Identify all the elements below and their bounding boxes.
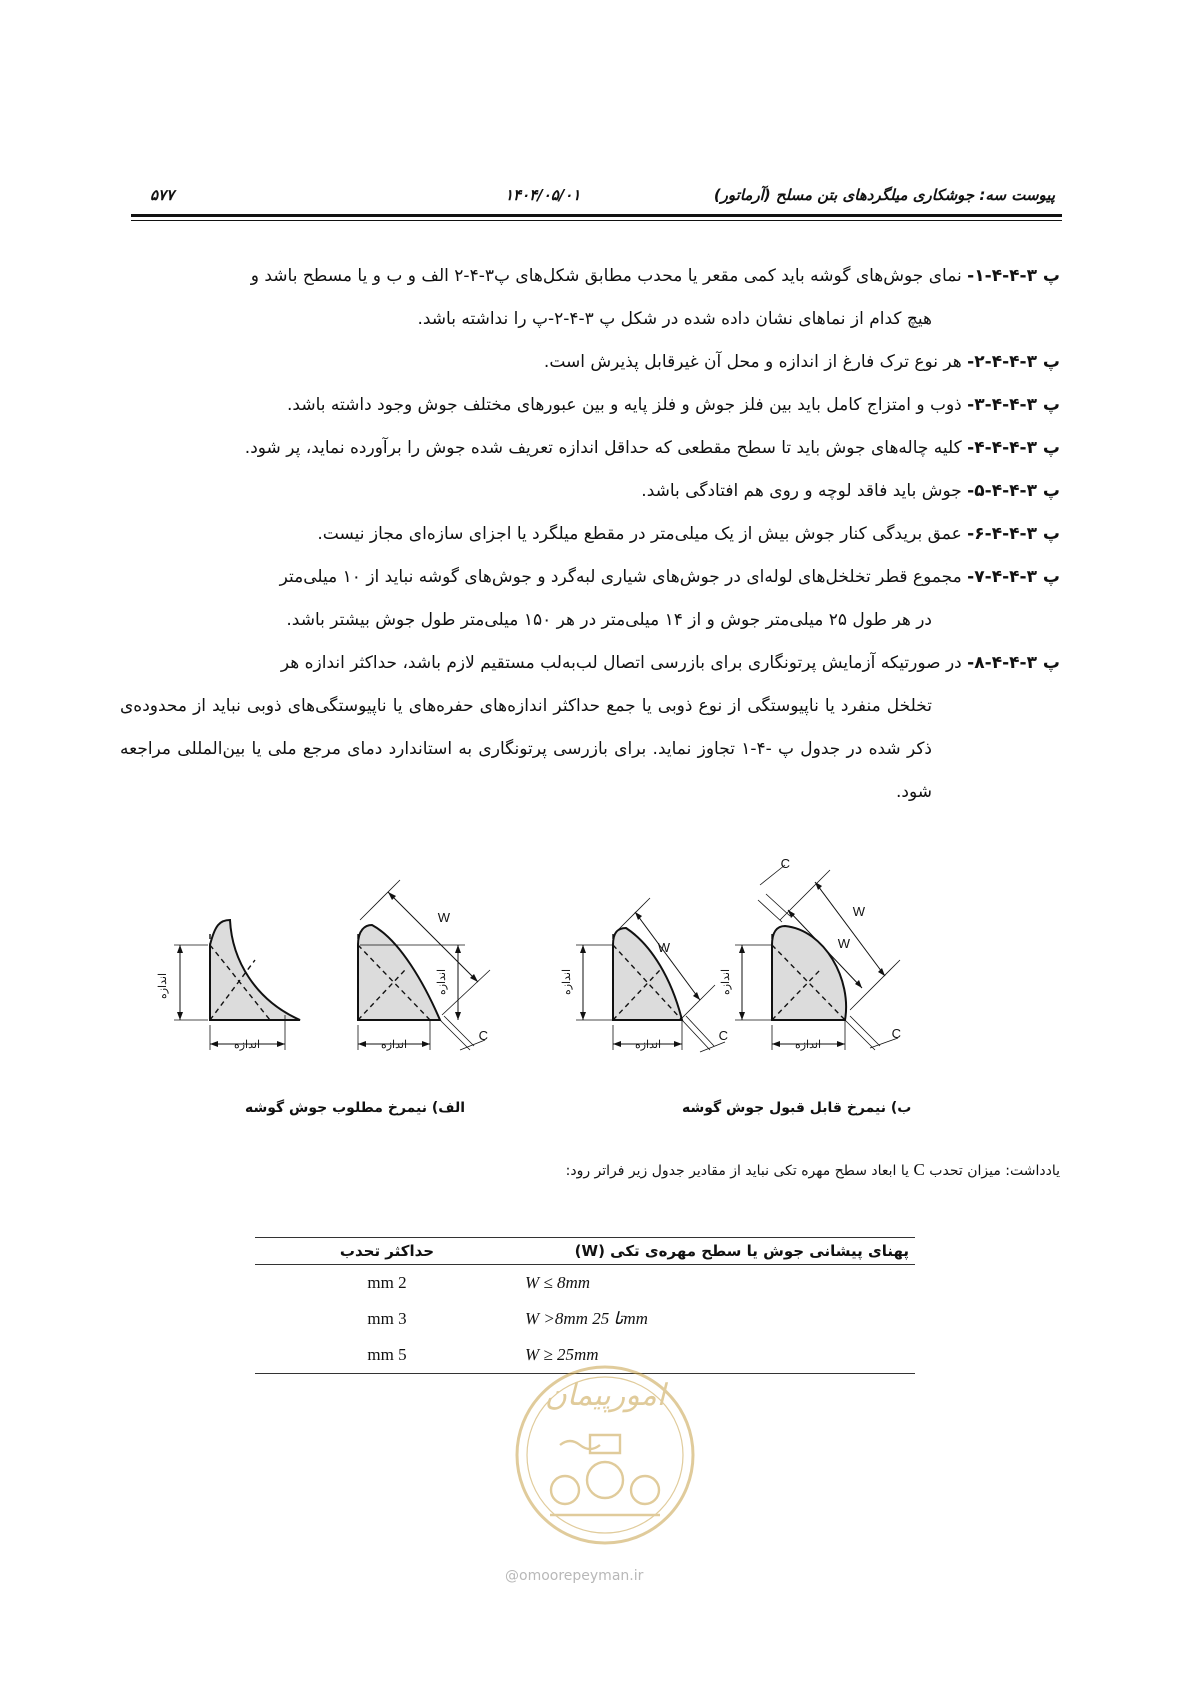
clause-paragraph: [120, 384, 1060, 427]
clause-paragraph: [120, 470, 1060, 513]
size-label: اندازه: [380, 1039, 408, 1051]
table-cell-value: 3 mm: [367, 1309, 407, 1328]
clause-text: عمق بریدگی کنار جوش بیش از یک میلی‌متر در مقطع میلگرد یا اجزای سازه‌ای مجاز نیست.: [317, 524, 968, 544]
size-label: اندازه: [561, 968, 573, 996]
note-symbol: C: [913, 1160, 925, 1179]
clause-number: پ ۳-۴-۴-۶-: [967, 524, 1060, 544]
figure-caption-b: ب) نیمرخ قابل قبول جوش گوشه: [682, 1100, 912, 1116]
clause-paragraph: [120, 341, 1060, 384]
clause-text: مجموع قطر تخلخل‌های لوله‌ای در جوش‌های شیاری لبه‌گرد و جوش‌های گوشه نباید از ۱۰ میلی‌متر: [279, 567, 968, 587]
clause-text: نمای جوش‌های گوشه باید کمی مقعر یا محدب مطابق شکل‌های پ۳-۴-۲ الف و ب و یا مسطح باشد و: [250, 266, 968, 286]
table-cell-condition: W ≤ 8mm: [525, 1273, 591, 1292]
clause-number: پ ۳-۴-۴-۷-: [967, 567, 1060, 587]
w-label: W: [437, 910, 450, 925]
clause-number: پ ۳-۴-۴-۴-: [967, 438, 1060, 458]
header-rule-thin: [131, 220, 1062, 221]
note-prefix: یادداشت: میزان تحدب: [924, 1163, 1060, 1179]
size-label: اندازه: [634, 1039, 662, 1051]
table-header-convexity: حداکثر تحدب: [255, 1238, 519, 1265]
size-label: اندازه: [157, 972, 169, 1000]
weld-profile-b1: [561, 898, 728, 1052]
clause-paragraph: [120, 427, 1060, 470]
c-label: C: [891, 1026, 901, 1041]
table-cell-condition: W ≥ 25mm: [519, 1337, 915, 1374]
watermark-url: @omoorepeyman.ir: [505, 1568, 644, 1584]
size-label: اندازه: [233, 1039, 261, 1051]
c-label: C: [780, 856, 790, 871]
w-label: W: [852, 904, 865, 919]
weld-profile-b2: [720, 856, 901, 1051]
header-rule-thick: [131, 214, 1062, 217]
size-label: اندازه: [794, 1039, 822, 1051]
note-text: [566, 1160, 1060, 1180]
clause-number: پ ۳-۴-۴-۳-: [967, 395, 1060, 415]
table-header-row: [255, 1238, 915, 1265]
clause-number: پ ۳-۴-۴-۲-: [967, 352, 1060, 372]
running-header-date: ۱۴۰۴/۰۵/۰۱: [505, 186, 581, 204]
clause-paragraph: [120, 642, 1060, 814]
table-header-width: پهنای پیشانی جوش یا سطح مهره‌ی تکی (W): [519, 1238, 915, 1265]
c-label: C: [718, 1028, 728, 1043]
clause-paragraph: [120, 556, 1060, 642]
table-cell-value: 2 mm: [367, 1273, 407, 1292]
w-label: W: [657, 940, 670, 955]
table-row: [255, 1301, 915, 1337]
clause-number: پ ۳-۴-۴-۵-: [967, 481, 1060, 501]
table-row: [255, 1265, 915, 1302]
w-label: W: [837, 936, 850, 951]
clause-text: کلیه چاله‌های جوش باید تا سطح مقطعی که حداقل اندازه تعریف شده جوش را برآورده نماید، پر شود.: [244, 438, 968, 458]
clause-paragraph: [120, 255, 1060, 341]
clause-text: جوش باید فاقد لوچه و روی هم افتادگی باشد.: [641, 481, 968, 501]
convexity-table: [255, 1237, 915, 1374]
table-cell-condition: W >8mm تا 25mm: [525, 1309, 648, 1328]
running-header-title: پیوست سه: جوشکاری میلگردهای بتن مسلح (آرماتور): [713, 186, 1055, 204]
page-number: ۵۷۷: [150, 186, 175, 204]
at-icon: @: [505, 1568, 519, 1584]
clause-text: هر نوع ترک فارغ از اندازه و محل آن غیرقابل پذیرش است.: [543, 352, 968, 372]
clause-number: پ ۳-۴-۴-۸-: [967, 653, 1060, 673]
fillet-weld-profiles-figure: [157, 856, 1020, 1110]
size-label: اندازه: [436, 968, 448, 996]
clause-paragraph: [120, 513, 1060, 556]
stamp-lettering: امورپیمان: [544, 1378, 666, 1413]
table-cell-value: 5 mm: [255, 1337, 519, 1374]
weld-profile-a1: [157, 920, 300, 1051]
c-label: C: [478, 1028, 488, 1043]
clause-text: ذوب و امتزاج کامل باید بین فلز جوش و فلز پایه و بین عبورهای مختلف جوش وجود داشته باشد.: [287, 395, 968, 415]
clause-number: پ ۳-۴-۴-۱-: [967, 266, 1060, 286]
size-label: اندازه: [720, 968, 732, 996]
seal-stamp-logo: [490, 1355, 720, 1555]
clause-continuation: در هر طول ۲۵ میلی‌متر جوش و از ۱۴ میلی‌متر در هر ۱۵۰ میلی‌متر طول جوش بیشتر باشد.: [286, 610, 932, 630]
note-suffix: یا ابعاد سطح مهره تکی نباید از مقادیر جدول زیر فراتر رود:: [565, 1163, 914, 1179]
weld-profile-a2: [358, 880, 490, 1051]
clause-text: در صورتیکه آزمایش پرتونگاری برای بازرسی اتصال لب‌به‌لب مستقیم لازم باشد، حداکثر اندازه هر: [280, 653, 968, 673]
clause-continuation: هیچ کدام از نماهای نشان داده شده در شکل پ ۳-۴-۲-پ را نداشته باشد.: [417, 309, 932, 329]
clause-continuation: تخلخل منفرد یا ناپیوستگی از نوع ذوبی یا جمع حداکثر اندازه‌های حفره‌های یا ناپیوستگی‌های ذوبی نباید از محدوده‌ی ذکر شده در جدول پ -۴-۱ تجاوز نماید. برای بازرسی پرتونگاری به استاندارد دمای مرجع ملی یا بین‌المللی مراجعه شود.: [120, 696, 932, 802]
figure-caption-a: الف) نیمرخ مطلوب جوش گوشه: [245, 1100, 466, 1116]
